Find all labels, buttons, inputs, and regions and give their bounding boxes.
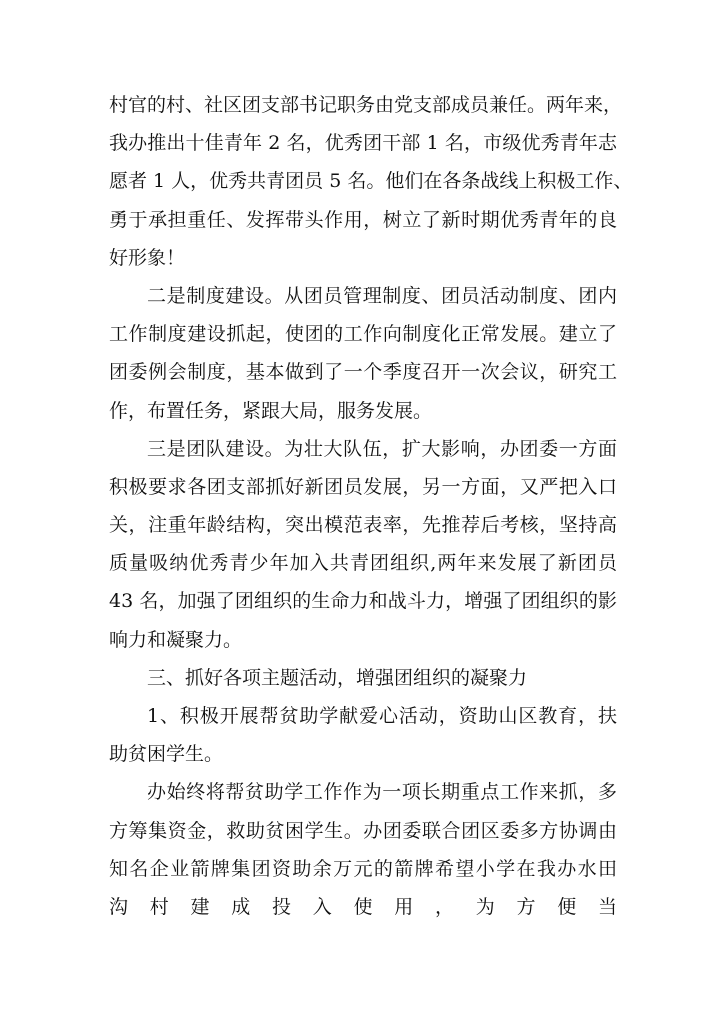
text-line: 作，布置任务，紧跟大局，服务发展。 [109,399,433,422]
document-body [109,86,633,926]
text-line: 我办推出十佳青年 2 名，优秀团干部 1 名，市级优秀青年志 [109,132,617,155]
paragraph-first-line: 二是制度建设。从团员管理制度、团员活动制度、团内 [147,284,617,307]
text-line: 关，注重年龄结构，突出模范表率，先推荐后考核，坚持高 [109,514,617,537]
text-line: 助贫困学生。 [109,743,224,766]
text-line: 勇于承担重任、发挥带头作用，树立了新时期优秀青年的良 [109,208,617,231]
text-line: 团委例会制度，基本做到了一个季度召开一次会议，研究工 [109,361,617,384]
text-line: 质量吸纳优秀青少年加入共青团组织,两年来发展了新团员 [109,552,617,575]
text-line: 43 名，加强了团组织的生命力和战斗力，增强了团组织的影 [109,590,617,613]
text-line: 愿者 1 人，优秀共青团员 5 名。他们在各条战线上积极工作、 [109,170,633,193]
paragraph-first-line: 办始终将帮贫助学工作作为一项长期重点工作来抓，多 [147,781,617,804]
text-line: 响力和凝聚力。 [109,628,243,651]
text-line: 方筹集资金，救助贫困学生。办团委联合团区委多方协调由 [109,819,617,842]
text-line: 知名企业箭牌集团资助余万元的箭牌希望小学在我办水田 [109,857,617,880]
text-line: 积极要求各团支部抓好新团员发展，另一方面，又严把入口 [109,475,617,498]
section-heading: 三、抓好各项主题活动，增强团组织的凝聚力 [147,666,528,689]
text-line: 好形象！ [109,246,186,269]
text-line: 村官的村、社区团支部书记职务由党支部成员兼任。两年来， [109,94,623,116]
paragraph-first-line: 三是团队建设。为壮大队伍，扩大影响，办团委一方面 [147,437,617,460]
text-line: 沟 村 建 成 投 入 使 用 ， 为 方 便 当 [109,895,617,918]
paragraph-first-line: 1、积极开展帮贫助学献爱心活动，资助山区教育，扶 [147,705,617,727]
text-line: 工作制度建设抓起，使团的工作向制度化正常发展。建立了 [109,323,617,346]
